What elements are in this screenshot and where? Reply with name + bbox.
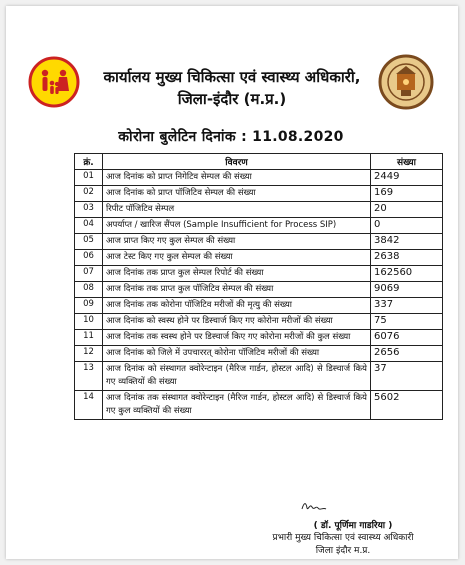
row-desc: आज दिनांक को स्वस्थ होने पर डिस्चार्ज किए गए कोरोना मरीजों की संख्या [103,314,371,330]
designation-line: प्रभारी मुख्य चिकित्सा एवं स्वास्थ्य अधिकारी [272,533,414,543]
row-desc: अपर्याप्त / खारिज सैंपल (Sample Insufficient for Process SIP) [103,218,371,234]
header-description: विवरण [103,154,371,170]
header-value: संख्या [371,154,443,170]
row-desc: आज दिनांक को प्राप्त पॉजिटिव सेम्पल की संख्या [103,186,371,202]
madhya-pradesh-emblem-icon [378,54,434,112]
row-value: 162560 [371,266,443,282]
row-sr: 08 [75,282,103,298]
row-value: 337 [371,298,443,314]
table-row [75,234,443,250]
row-desc: आज दिनांक तक प्राप्त कुल पॉजिटिव सेम्पल की संख्या [103,282,371,298]
row-sr: 01 [75,170,103,186]
table-row [75,346,443,362]
row-sr: 12 [75,346,103,362]
row-sr: 09 [75,298,103,314]
row-sr: 10 [75,314,103,330]
row-sr: 14 [75,391,103,420]
signatory-designation [238,532,448,558]
row-value: 9069 [371,282,443,298]
row-desc: आज दिनांक तक कोरोना पॉजिटिव मरीजों की मृत्यु की संख्या [103,298,371,314]
row-desc: आज टेस्ट किए गए कुल सेम्पल की संख्या [103,250,371,266]
table-row [75,362,443,391]
row-value: 2449 [371,170,443,186]
table-row [75,218,443,234]
table-row [75,314,443,330]
row-value: 75 [371,314,443,330]
table-row [75,298,443,314]
row-desc: आज दिनांक को प्राप्त निगेटिव सेम्पल की संख्या [103,170,371,186]
row-value: 6076 [371,330,443,346]
row-desc: आज दिनांक तक संस्थागत क्वोरेन्टाइन (मैरिज गार्डन, होस्टल आदि) से डिस्चार्ज किये गए कुल व्यक्तियों की संख्या [103,391,371,420]
row-desc: आज प्राप्त किए गए कुल सेम्पल की संख्या [103,234,371,250]
corona-stats-table [74,153,443,420]
table-row [75,330,443,346]
row-value: 2638 [371,250,443,266]
table-row [75,202,443,218]
table-row [75,170,443,186]
table-header-row [75,154,443,170]
row-sr: 13 [75,362,103,391]
row-sr: 05 [75,234,103,250]
row-value: 0 [371,218,443,234]
row-value: 5602 [371,391,443,420]
row-value: 169 [371,186,443,202]
family-welfare-logo-icon [28,56,80,108]
table-row [75,250,443,266]
row-value: 20 [371,202,443,218]
row-desc: आज दिनांक तक स्वस्थ होने पर डिस्चार्ज किए गए कोरोना मरीजों की कुल संख्या [103,330,371,346]
bulletin-title: कोरोना बुलेटिन दिनांक : 11.08.2020 [118,129,344,145]
row-value: 3842 [371,234,443,250]
row-desc: आज दिनांक तक प्राप्त कुल सेम्पल रिपोर्ट की संख्या [103,266,371,282]
signature-mark-icon [300,499,328,513]
row-desc: रिपीट पॉजिटिव सेम्पल [103,202,371,218]
signatory-name: ( डॉ. पूर्णिमा गाडरिया ) [313,521,393,531]
table-row [75,391,443,420]
row-value: 37 [371,362,443,391]
row-sr: 11 [75,330,103,346]
row-sr: 03 [75,202,103,218]
table-row [75,186,443,202]
document-page [6,6,458,559]
header-sr: क्रं. [75,154,103,170]
row-desc: आज दिनांक को संस्थागत क्वोरेन्टाइन (मैरिज गार्डन, होस्टल आदि) से डिस्चार्ज किये गए व्यक्तियों की संख्या [103,362,371,391]
office-district: जिला-इंदौर (म.प्र.) [177,90,287,108]
row-sr: 06 [75,250,103,266]
table-row [75,266,443,282]
row-sr: 02 [75,186,103,202]
table-row [75,282,443,298]
row-sr: 07 [75,266,103,282]
row-desc: आज दिनांक को जिले में उपचाररत् कोरोना पॉजिटिव मरीजों की संख्या [103,346,371,362]
row-sr: 04 [75,218,103,234]
office-title: कार्यालय मुख्य चिकित्सा एवं स्वास्थ्य अधिकारी, [103,68,361,86]
designation-line: जिला इंदौर म.प्र. [315,546,371,556]
row-value: 2656 [371,346,443,362]
